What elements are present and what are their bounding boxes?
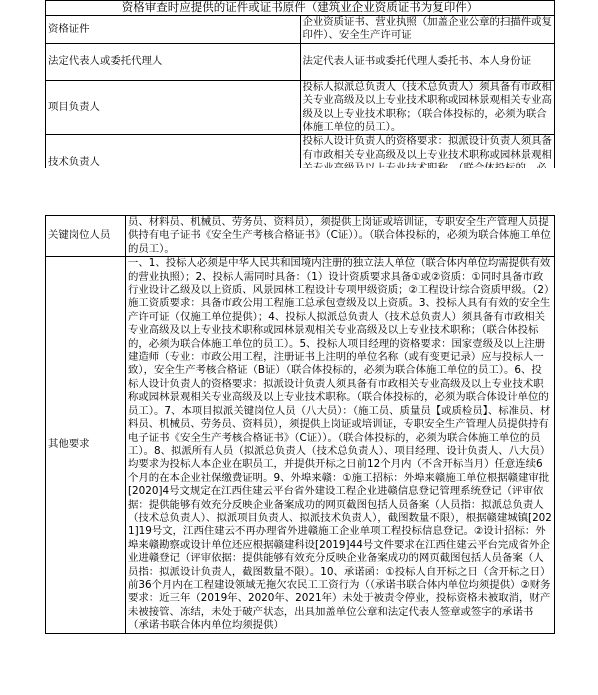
table-row xyxy=(46,43,555,80)
row-label: 法定代表人或委托代理人 xyxy=(46,43,301,80)
row-content: 企业资质证书、营业执照（加盖企业公章的扫描件或复印件）、安全生产许可证 xyxy=(300,16,555,44)
row-label: 其他要求 xyxy=(46,257,126,633)
document-page-2 xyxy=(45,215,555,695)
table-title: 资格审查时应提供的证件或证书原件（建筑业企业资质证书为复印件） xyxy=(46,1,555,16)
row-label: 技术负责人 xyxy=(46,135,301,190)
qualification-table-2 xyxy=(45,215,555,634)
page-gap xyxy=(0,168,598,215)
row-label: 资格证件 xyxy=(46,16,301,44)
document-page-1 xyxy=(45,0,555,168)
row-content: 一、1、投标人必须是中华人民共和国境内注册的独立法人单位（联合体内单位均需提供有效的营业执照）；2、投标人需同时具备：（1）设计资质要求具备①或②资质：①同时具备市政行业设计乙级及以上资质、风景园林工程设计专项甲级资质；②工程设计综合资质甲级。（2）施工资质要求：具备市政公用工程施工总承包壹级及以上资质。3、投标人具有有效的安全生产许可证（仅施工单位提供）；4、投标人拟派总负责人（技术总负责人）须具备有市政相关专业高级及以上专业技术职称或园林景观相关专业高级及以上专业技术职称；（联合体投标的，必须为联合体施工单位的员工）。5、投标人项目经理的资格要求：国家壹级及以上注册建造师（专业：市政公用工程，注册证书上注明的单位名称（或有变更记录）应与投标人一致），安全生产考核合格证（B证）（联合体投标的，必须为联合体施工单位的员工）。6、投标人设计负责人的资格要求：拟派设计负责人须具备有市政相关专业高级及以上专业技术职称或园林景观相关专业高级及以上专业技术职称。（联合体投标的，必须为联合体设计单位的员工）。7、本项目拟派关键岗位人员（八大员）：（施工员、质量员【或质检员】、标准员、材料员、机械员、劳务员、资料员），须提供上岗证或培训证，专职安全生产管理人员提供持有电子证书《安全生产考核合格证书》（C证））。（联合体投标的，必须为联合体施工单位的员工）。8、拟派所有人员（拟派总负责人（技术总负责人）、项目经理、设计负责人、八大员）均要求为投标人本企业在职员工，并提供开标之日前12个月内（不含开标当月）任意连续6个月的在本企业社保缴费证明。9、外埠来赣：①施工招标：外埠来赣施工单位根据赣建审批[2020]4号文规定在江西住建云平台省外建设工程企业进赣信息登记管理系统登记（评审依据：提供能够有效充分反映企业备案成功的网页截图包括人员备案（人员指：拟派总负责人（技术总负责人）、拟派项目负责人、拟派技术负责人），截图数量不限），根据赣建城镇[2021]19号文，江西住建云不再办理省外进赣施工企业单项工程投标信息登记。②设计招标：外埠来赣勘察或设计单位还应根据赣建科设[2019]44号文件要求在江西住建云平台完成省外企业进赣登记（评审依据：提供能够有效充分反映企业备案成功的网页截图包括人员备案（人员指：拟派设计负责人，截图数量不限）。10、承诺函：①投标人自开标之日（含开标之日）前36个月内在工程建设领域无拖欠农民工工资行为（（承诺书联合体内单位均须提供）②财务要求：近三年（2019年、2020年、2021年）未处于被责令停业，投标资格未被取消，财产未被接管、冻结，未处于破产状态，出具加盖单位公章和法定代表人签章或签字的承诺书（承诺书联合体内单位均须提供） xyxy=(126,257,555,633)
row-content: 员、材料员、机械员、劳务员、资料员），须提供上岗证或培训证，专职安全生产管理人员提供持有电子证书《安全生产考核合格证书》（C证））。（联合体投标的，必须为联合体施工单位的员工）。 xyxy=(126,216,555,257)
row-label: 项目负责人 xyxy=(46,80,301,135)
row-content: 投标人设计负责人的资格要求：拟派设计负责人须具备有市政相关专业高级及以上专业技术职称或园林景观相 xyxy=(300,135,555,190)
table-row xyxy=(46,16,555,44)
row-content: 投标人拟派总负责人（技术总负责人）须具备有市政相关专业高级及以上专业技术职称或园林景观相关专业高级及以上专业技术职称；（联合体投标的，必须为联合体施工单位的员工）。 xyxy=(300,80,555,135)
table-row xyxy=(46,1,555,16)
row-label: 关键岗位人员 xyxy=(46,216,126,257)
row-content: 法定代表人证书或委托代理人委托书、本人身份证 xyxy=(300,43,555,80)
table-row xyxy=(46,216,555,257)
table-row xyxy=(46,257,555,633)
table-row xyxy=(46,80,555,135)
